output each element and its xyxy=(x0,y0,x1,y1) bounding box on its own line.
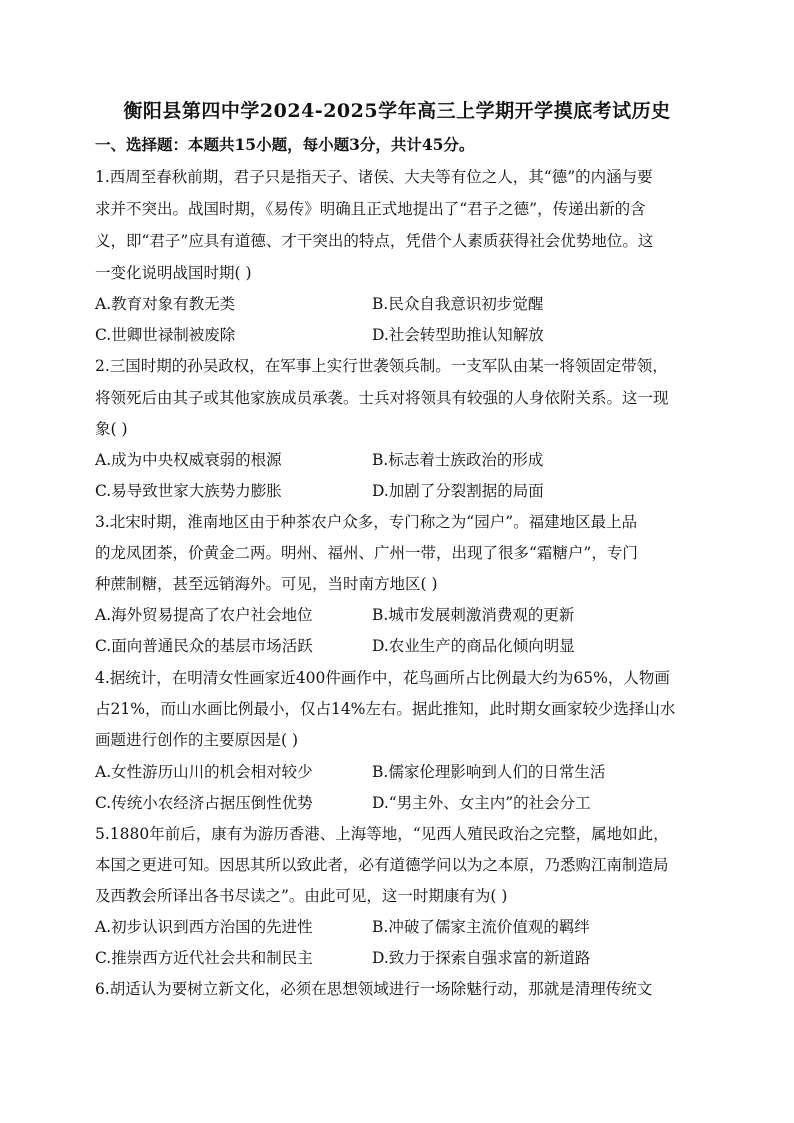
question-2-option-b: B.标志着士族政治的形成 xyxy=(372,451,544,469)
question-5-option-d: D.致力于探索自强求富的新道路 xyxy=(372,949,591,967)
question-4-line-2: 占21%，而山水画比例最小，仅占14%左右。据此推知，此时期女画家较少选择山水 xyxy=(95,700,676,718)
question-2-option-c: C.易导致世家大族势力膨胀 xyxy=(95,482,282,500)
question-3-line-2: 的龙凤团茶，价黄金二两。明州、福州、广州一带，出现了很多“霜糖户”，专门 xyxy=(95,544,638,562)
question-1-line-1: 1.西周至春秋前期，君子只是指天子、诸侯、大夫等有位之人，其“德”的内涵与要 xyxy=(95,168,653,186)
question-1-line-2: 求并不突出。战国时期，《易传》明确且正式地提出了“君子之德”，传递出新的含 xyxy=(95,200,646,218)
question-3-option-d: D.农业生产的商品化倾向明显 xyxy=(372,637,575,655)
question-3-option-b: B.城市发展刺激消费观的更新 xyxy=(372,606,575,624)
question-5-option-c: C.推崇西方近代社会共和制民主 xyxy=(95,949,313,967)
question-5-line-2: 本国之更进可知。因思其所以致此者，必有道德学问以为之本原，乃悉购江南制造局 xyxy=(95,856,669,874)
question-4-option-a: A.女性游历山川的机会相对较少 xyxy=(95,763,313,781)
question-2-line-1: 2.三国时期的孙吴政权，在军事上实行世袭领兵制。一支军队由某一将领固定带领， xyxy=(95,357,668,375)
question-3-option-a: A.海外贸易提高了农户社会地位 xyxy=(95,606,313,624)
page-title: 衡阳县第四中学2024-2025学年高三上学期开学摸底考试历史 xyxy=(123,100,671,122)
question-3-option-c: C.面向普通民众的基层市场活跃 xyxy=(95,637,313,655)
question-6-line-1: 6.胡适认为要树立新文化，必须在思想领域进行一场除魅行动，那就是清理传统文 xyxy=(95,980,653,998)
question-1-line-4: 一变化说明战国时期( ) xyxy=(95,264,252,282)
question-1-option-a: A.教育对象有教无类 xyxy=(95,295,236,313)
question-3-line-3: 种蔗制糖，甚至远销海外。可见，当时南方地区( ) xyxy=(95,575,438,593)
question-4-line-1: 4.据统计，在明清女性画家近400件画作中，花鸟画所占比例最大约为65%，人物画 xyxy=(95,669,670,687)
question-5-line-1: 5.1880年前后，康有为游历香港、上海等地，“见西人殖民政治之完整，属地如此， xyxy=(95,825,669,843)
question-4-option-c: C.传统小农经济占据压倒性优势 xyxy=(95,794,313,812)
question-1-option-d: D.社会转型助推认知解放 xyxy=(372,326,544,344)
question-4-option-d: D.“男主外、女主内”的社会分工 xyxy=(372,794,591,812)
section-heading: 一、选择题：本题共15小题，每小题3分，共计45分。 xyxy=(95,135,475,154)
question-5-option-b: B.冲破了儒家主流价值观的羁绊 xyxy=(372,918,590,936)
question-4-line-3: 画题进行创作的主要原因是( ) xyxy=(95,731,299,749)
question-1-option-b: B.民众自我意识初步觉醒 xyxy=(372,295,544,313)
question-5-option-a: A.初步认识到西方治国的先进性 xyxy=(95,918,313,936)
question-4-option-b: B.儒家伦理影响到人们的日常生活 xyxy=(372,763,606,781)
question-3-line-1: 3.北宋时期，淮南地区由于种茶农户众多，专门称之为“园户”。福建地区最上品 xyxy=(95,513,638,531)
question-2-line-2: 将领死后由其子或其他家族成员承袭。士兵对将领具有较强的人身依附关系。这一现 xyxy=(95,389,669,407)
question-5-line-3: 及西教会所译出各书尽读之”。由此可见，这一时期康有为( ) xyxy=(95,887,508,905)
question-1-line-3: 义，即“君子”应具有道德、才干突出的特点，凭借个人素质获得社会优势地位。这 xyxy=(95,232,654,250)
question-2-line-3: 象( ) xyxy=(95,420,128,438)
question-1-option-c: C.世卿世禄制被废除 xyxy=(95,326,236,344)
question-2-option-a: A.成为中央权威衰弱的根源 xyxy=(95,451,282,469)
question-2-option-d: D.加剧了分裂割据的局面 xyxy=(372,482,544,500)
